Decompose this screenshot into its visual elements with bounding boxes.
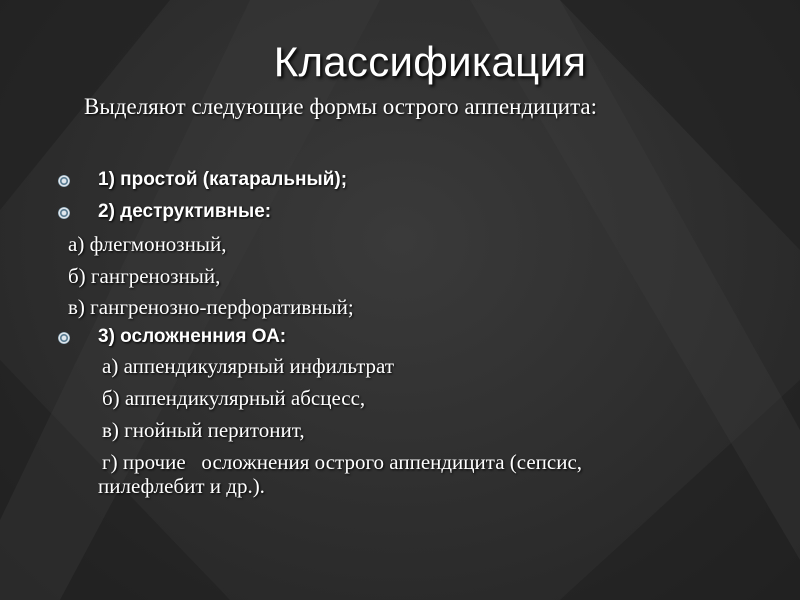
list-item: 1) простой (катаральный); <box>98 169 348 190</box>
circle-bullet-icon <box>58 332 70 344</box>
slide-subtitle: Выделяют следующие формы острого аппендицита: <box>84 94 598 119</box>
list-item: б) гангренозный, <box>68 264 221 288</box>
list-item: а) аппендикулярный инфильтрат <box>102 354 394 378</box>
list-item: 3) осложненния ОА: <box>98 326 287 347</box>
circle-bullet-icon <box>58 175 70 187</box>
list-item: пилефлебит и др.). <box>98 474 265 498</box>
slide-title: Классификация <box>273 38 587 85</box>
list-item: г) прочие осложнения острого аппендицита (сепсис, <box>102 450 583 474</box>
circle-bullet-icon <box>58 207 70 219</box>
list-item: а) флегмонозный, <box>68 232 227 256</box>
list-item: в) гангренозно-перфоративный; <box>68 295 354 319</box>
list-item: 2) деструктивные: <box>98 201 272 222</box>
list-item: б) аппендикулярный абсцесс, <box>102 386 366 410</box>
list-item: в) гнойный перитонит, <box>102 418 305 442</box>
